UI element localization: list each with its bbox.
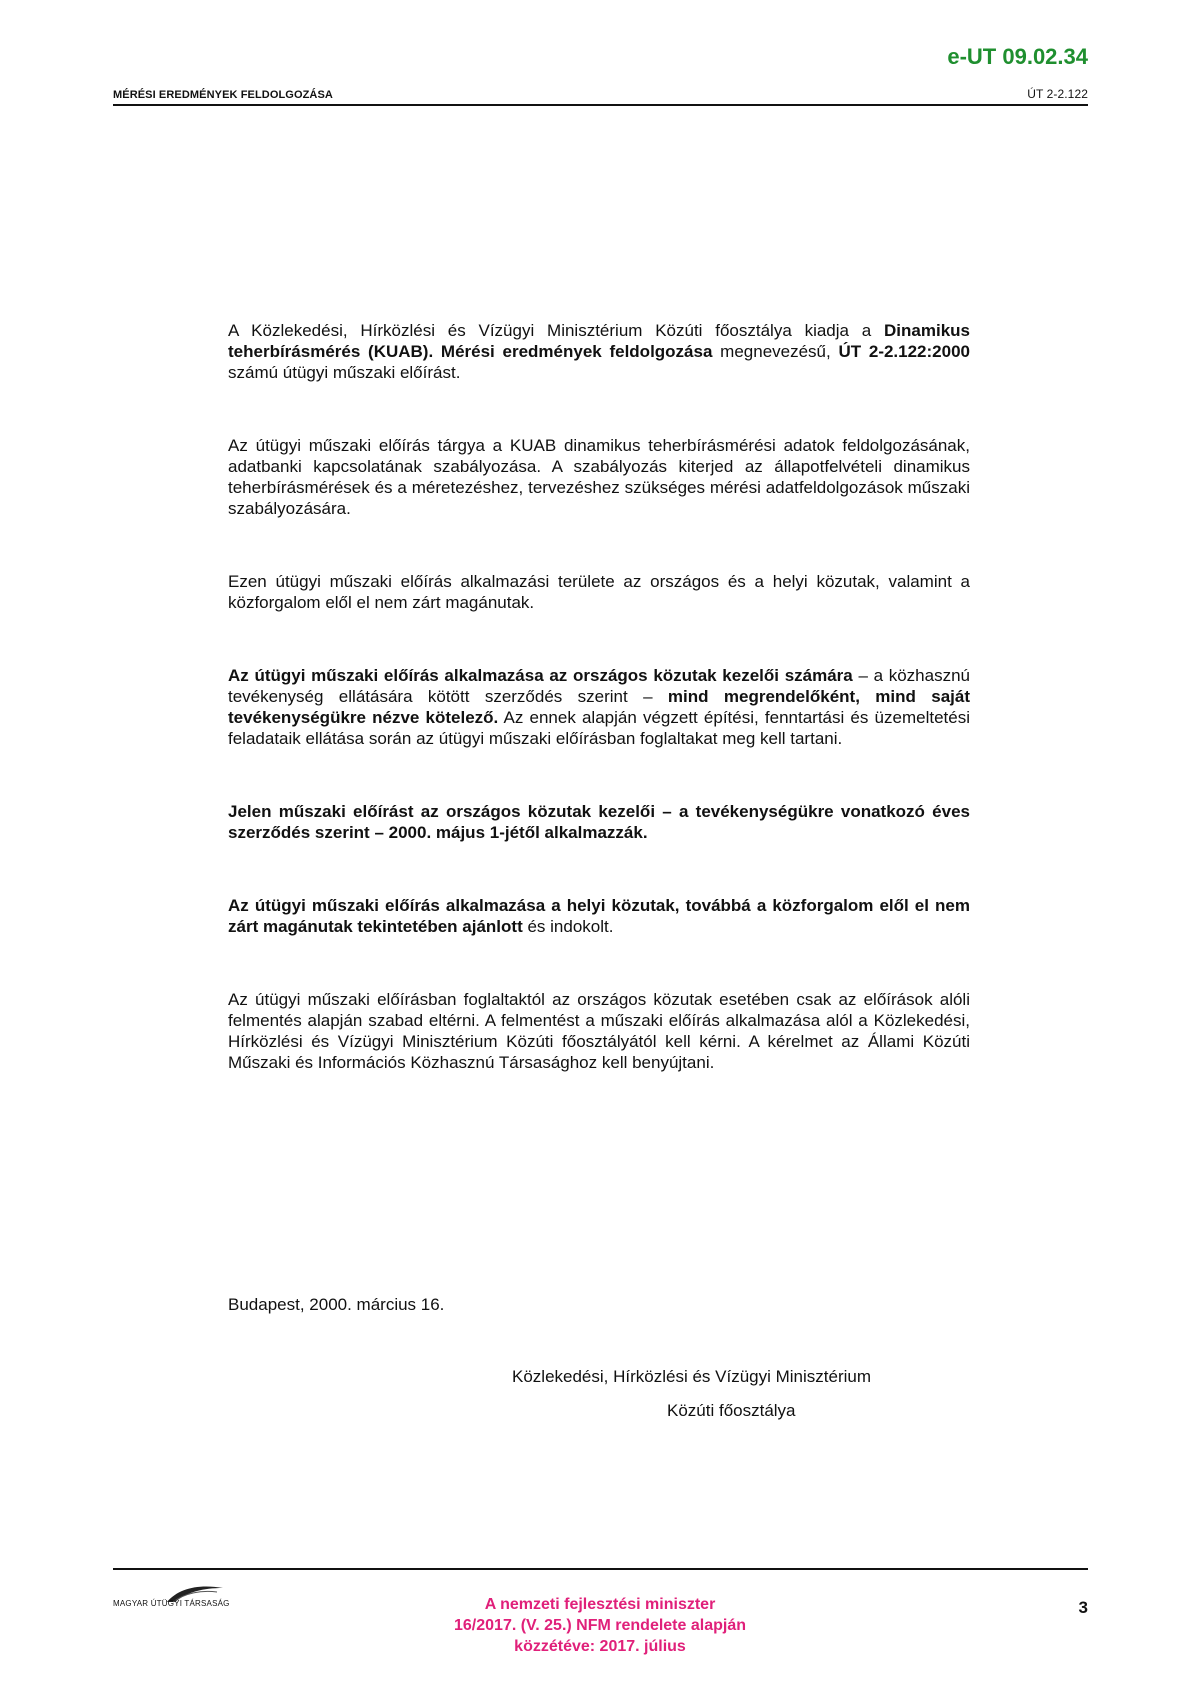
paragraph [228,320,970,383]
text-segment: Ezen útügyi műszaki előírás alkalmazási területe az országos és a helyi közutak, valamint a közforgalom elől el nem zárt magánutak. [228,572,970,612]
document-body [228,320,970,1125]
text-segment: számú útügyi műszaki előírást. [228,363,461,382]
text-segment-bold: mind megrendelőként, mind saját tevékenységükre nézve kötelező. [228,687,970,727]
text-segment-bold: Az útügyi műszaki előírás alkalmazása a helyi közutak, továbbá a közforgalom elől el nem zárt magánutak tekintetében ajánlott [228,896,970,936]
signature-line-2: Közúti főosztálya [667,1401,796,1420]
paragraph [228,895,970,937]
publication-notice [360,1594,840,1657]
text-segment-bold: ÚT 2-2.122:2000 [838,342,970,361]
text-segment: Az útügyi műszaki előírásban foglaltaktól az országos közutak esetében csak az előírások alóli felmentés alapján szabad eltérni. A felmentést a műszaki előírás alkalmazása alól a Közlekedési, Hírközlési és Vízügyi Minisztérium Közúti főosztályától kell kérni. A kérelmet az Állami Közúti Műszaki és Információs Közhasznú Társasághoz kell benyújtani. [228,990,970,1072]
text-segment: és indokolt. [522,917,614,936]
paragraph [228,571,970,613]
header-standard: ÚT 2-2.122 [1027,87,1088,101]
text-segment-bold: Dinamikus teherbírásmérés (KUAB). Mérési eredmények feldolgozása [228,321,970,361]
logo-text: MAGYAR ÚTÜGYI TÁRSASÁG [113,1599,230,1608]
document-code: e-UT 09.02.34 [947,44,1088,69]
paragraph [228,435,970,519]
notice-line: 16/2017. (V. 25.) NFM rendelete alapján [454,1617,746,1634]
text-segment-bold: Az útügyi műszaki előírás alkalmazása az országos közutak kezelői számára [228,666,853,685]
notice-line: közzétéve: 2017. július [514,1638,686,1655]
text-segment: A Közlekedési, Hírközlési és Vízügyi Minisztérium Közúti főosztálya kiadja a [228,321,885,340]
header-title: MÉRÉSI EREDMÉNYEK FELDOLGOZÁSA [113,89,333,101]
text-segment: Az útügyi műszaki előírás tárgya a KUAB dinamikus teherbírásmérési adatok feldolgozásának, adatbanki kapcsolatának szabályozása. A szabályozás kiterjed az állapotfelvételi dinamikus teherbírásmérések és a méretezéshez, tervezéshez szükséges mérési adatfeldolgozások műszaki szabályozására. [228,436,970,518]
paragraph [228,989,970,1073]
running-header [113,86,1088,106]
text-segment: – a közhasznú tevékenység ellátására kötött szerződés szerint – [228,666,971,706]
road-society-logo-icon [113,1582,263,1612]
text-segment: megnevezésű, [712,342,839,361]
notice-line: A nemzeti fejlesztési miniszter [484,1596,716,1613]
issue-date: Budapest, 2000. március 16. [228,1295,445,1314]
signature-block [512,1360,952,1428]
text-segment: Az ennek alapján végzett építési, fenntartási és üzemeltetési feladataik ellátása során az útügyi műszaki előírásban foglaltakat meg kell tartani. [228,708,970,748]
footer-divider [113,1568,1088,1570]
paragraph [228,801,970,843]
text-segment-bold: Jelen műszaki előírást az országos közutak kezelői – a tevékenységükre vonatkozó éves szerződés szerint – 2000. május 1-jétől alkalmazzák. [228,802,970,842]
paragraph [228,665,970,749]
signature-line-1: Közlekedési, Hírközlési és Vízügyi Minisztérium [512,1367,872,1386]
page-number: 3 [1078,1598,1088,1617]
